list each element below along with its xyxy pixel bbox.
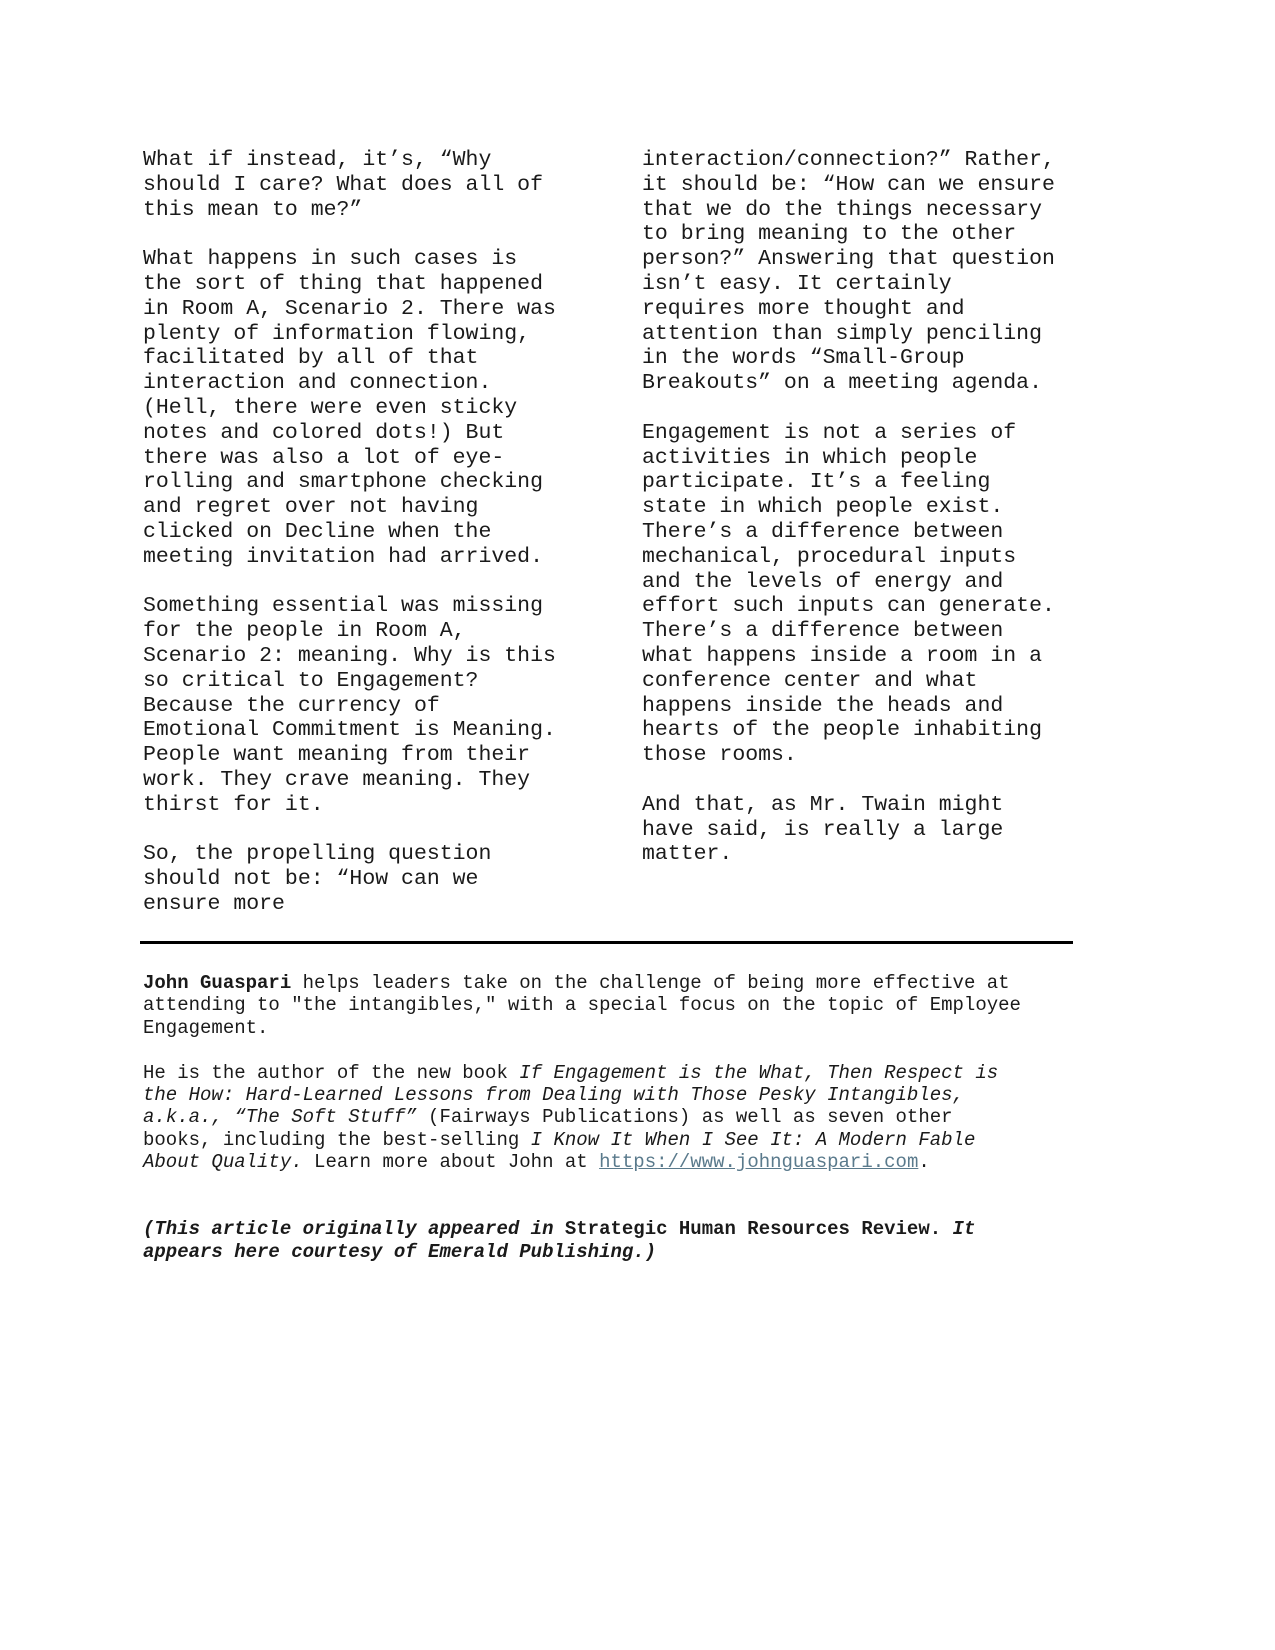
text-line: in Room A, Scenario 2. There was — [143, 296, 556, 321]
text-line: (This article originally appeared in Strategic Human Resources Review. It — [143, 1218, 976, 1241]
text-line: There’s a difference between — [642, 519, 1004, 544]
left-paragraph-3 — [143, 594, 583, 817]
text-line: what happens inside a room in a — [642, 643, 1042, 668]
text-line: interaction and connection. — [143, 371, 492, 396]
text-line: isn’t easy. It certainly — [642, 271, 952, 296]
text-line: that we do the things necessary — [642, 197, 1042, 222]
text-line: should not be: “How can we — [143, 867, 479, 892]
text-line: hearts of the people inhabiting — [642, 718, 1042, 743]
text-line: ensure more — [143, 891, 285, 916]
text-line: participate. It’s a feeling — [642, 470, 991, 495]
text-line: Breakouts” on a meeting agenda. — [642, 371, 1042, 396]
text-line: the sort of thing that happened — [143, 271, 543, 296]
text-line: So, the propelling question — [143, 842, 492, 867]
text-line: (Hell, there were even sticky — [143, 395, 518, 420]
text-line: thirst for it. — [143, 792, 324, 817]
book-title: the How: Hard-Learned Lessons from Dealing with Those Pesky Intangibles, — [143, 1083, 964, 1106]
credit-note — [143, 1218, 1083, 1263]
text-line: this mean to me?” — [143, 197, 363, 222]
text-line: and regret over not having — [143, 495, 479, 520]
text-line: conference center and what — [642, 668, 978, 693]
text-line: books, including the best-selling I Know It When I See It: A Modern Fable — [143, 1128, 976, 1151]
section-divider — [140, 941, 1073, 944]
text-line: He is the author of the new book If Engagement is the What, Then Respect is — [143, 1061, 999, 1084]
text-line: notes and colored dots!) But — [143, 420, 505, 445]
text-line: work. They crave meaning. They — [143, 767, 531, 792]
text-line: there was also a lot of eye- — [143, 445, 505, 470]
text-line: happens inside the heads and — [642, 693, 1004, 718]
left-paragraph-2 — [143, 247, 583, 569]
text-line: mechanical, procedural inputs — [642, 544, 1017, 569]
book-title: If Engagement is the What, Then Respect is — [519, 1061, 999, 1084]
text-line: People want meaning from their — [143, 743, 531, 768]
text-line: Engagement is not a series of — [642, 420, 1017, 445]
left-column — [143, 148, 583, 917]
left-paragraph-1 — [143, 148, 583, 222]
author-name: John Guaspari — [143, 972, 292, 994]
right-paragraph-3 — [642, 793, 1082, 867]
text-line: Emotional Commitment is Meaning. — [143, 718, 556, 743]
publication-name: Strategic Human Resources Review. — [564, 1218, 942, 1241]
text-line: and the levels of energy and — [642, 569, 1004, 594]
text-line: a.k.a., “The Soft Stuff” (Fairways Publications) as well as seven other — [143, 1106, 953, 1129]
text-line: clicked on Decline when the — [143, 519, 492, 544]
text-line: meeting invitation had arrived. — [143, 544, 543, 569]
text-line: interaction/connection?” Rather, — [642, 148, 1055, 172]
text-line: state in which people exist. — [642, 495, 1004, 520]
text-line: facilitated by all of that — [143, 346, 479, 371]
text-line: person?” Answering that question — [642, 247, 1055, 272]
author-bio — [143, 972, 1083, 1263]
text-line: appears here courtesy of Emerald Publishing.) — [143, 1240, 657, 1263]
text-line: rolling and smartphone checking — [143, 470, 543, 495]
text-line: activities in which people — [642, 445, 978, 470]
text-line: to bring meaning to the other — [642, 222, 1017, 247]
book-title: a.k.a., “The Soft Stuff” — [143, 1106, 417, 1129]
left-paragraph-4 — [143, 842, 583, 916]
text-line: And that, as Mr. Twain might — [642, 792, 1004, 817]
book-title: I Know It When I See It: A Modern Fable — [530, 1128, 976, 1151]
text-line: for the people in Room A, — [143, 619, 466, 644]
text-line: Because the currency of — [143, 693, 440, 718]
text-line: Scenario 2: meaning. Why is this — [143, 643, 556, 668]
right-column — [642, 148, 1082, 867]
text-line: in the words “Small-Group — [642, 346, 965, 371]
website-link[interactable]: https://www.johnguaspari.com — [599, 1151, 919, 1174]
text-line: matter. — [642, 842, 733, 867]
bio-intro-paragraph — [143, 972, 1083, 1039]
text-line: requires more thought and — [642, 296, 965, 321]
book-title: About Quality. — [143, 1151, 303, 1174]
text-line: those rooms. — [642, 743, 797, 768]
right-paragraph-2 — [642, 421, 1082, 768]
text-line: John Guaspari helps leaders take on the challenge of being more effective at — [143, 972, 1010, 994]
text-line: effort such inputs can generate. — [642, 594, 1055, 619]
text-line: What happens in such cases is — [143, 247, 518, 272]
text-line — [143, 1084, 1083, 1106]
text-line: plenty of information flowing, — [143, 321, 531, 346]
text-line: should I care? What does all of — [143, 172, 543, 197]
right-paragraph-1 — [642, 148, 1082, 396]
text-line: Something essential was missing — [143, 594, 543, 619]
text-line: attention than simply penciling — [642, 321, 1042, 346]
text-line: so critical to Engagement? — [143, 668, 479, 693]
text-line: it should be: “How can we ensure — [642, 172, 1055, 197]
text-line: About Quality. Learn more about John at https://www.johnguaspari.com. — [143, 1151, 930, 1174]
text-line: There’s a difference between — [642, 619, 1004, 644]
text-line: Engagement. — [143, 1016, 269, 1039]
text-line: What if instead, it’s, “Why — [143, 148, 492, 172]
text-line: have said, is really a large — [642, 817, 1004, 842]
text-line: attending to "the intangibles," with a special focus on the topic of Employee — [143, 994, 1021, 1017]
bio-books-paragraph — [143, 1062, 1083, 1174]
